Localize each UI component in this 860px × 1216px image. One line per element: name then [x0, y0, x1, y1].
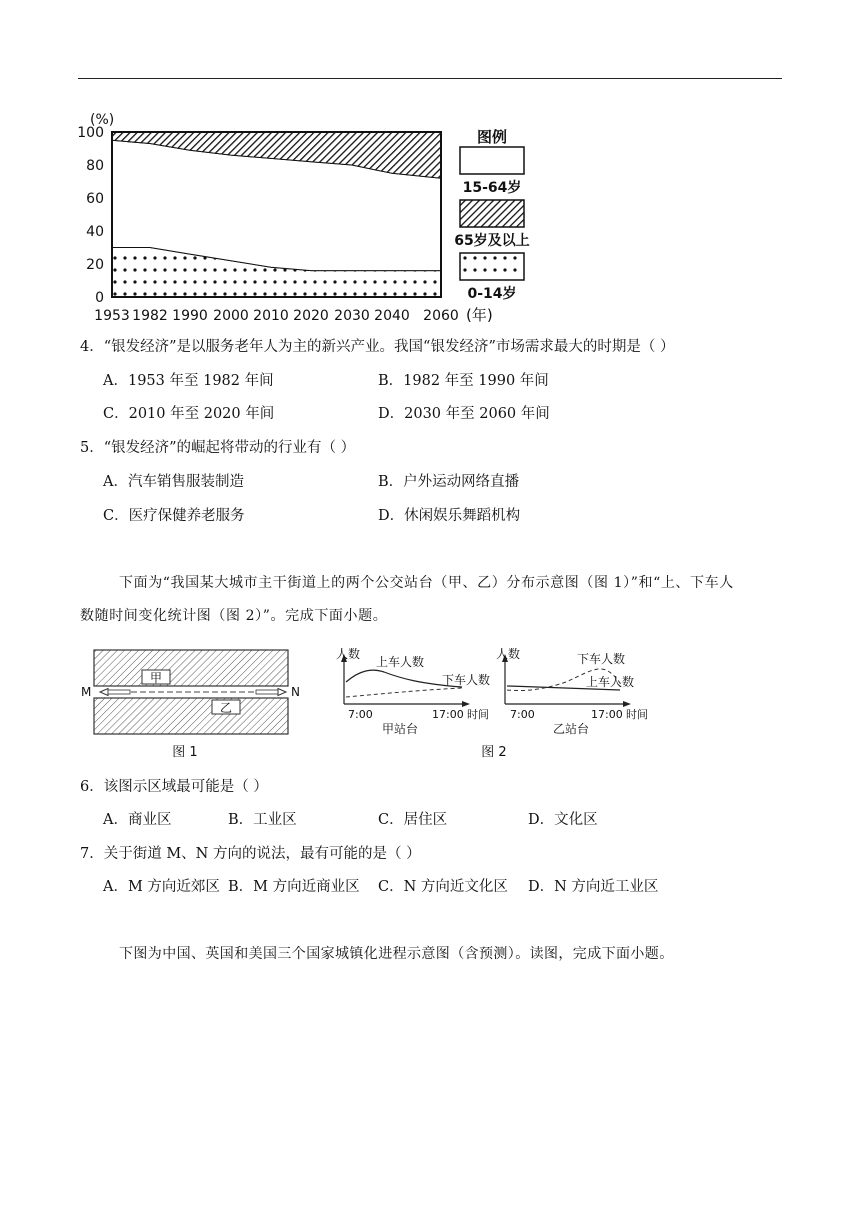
station-b-alighting-label: 下车人数 — [577, 652, 626, 666]
question-5-stem: 5．“银发经济”的崛起将带动的行业有（ ） — [80, 440, 356, 456]
station-b-chart — [496, 646, 648, 736]
station-b-time-end: 17:00 — [591, 708, 623, 721]
y-tick-label: 40 — [86, 224, 104, 240]
x-tick-label: 2030 — [334, 308, 370, 324]
question-5-option-d[interactable]: D．休闲娱乐舞蹈机构 — [378, 508, 521, 524]
question-4-stem: 4．“银发经济”是以服务老年人为主的新兴产业。我国“银发经济”市场需求最大的时期是（ ） — [80, 339, 675, 355]
figure-2-passenger-charts — [0, 640, 860, 780]
x-unit-label: (年) — [466, 306, 493, 324]
direction-m-label: M — [81, 685, 92, 699]
legend-swatch — [460, 200, 524, 227]
stop-a-label: 甲 — [149, 671, 163, 685]
station-b-name: 乙站台 — [552, 722, 590, 736]
legend-label: 0-14岁 — [467, 286, 517, 302]
x-tick-label: 2000 — [213, 308, 249, 324]
question-4-option-b[interactable]: B．1982 年至 1990 年间 — [378, 373, 549, 389]
x-tick-label: 2040 — [374, 308, 410, 324]
intro-bus-stops-line1: 下面为“我国某大城市主干街道上的两个公交站台（甲、乙）分布示意图（图 1）”和“上、下车人 — [119, 575, 734, 591]
question-4-option-a[interactable]: A．1953 年至 1982 年间 — [103, 373, 274, 389]
station-a-time-start: 7:00 — [348, 708, 373, 721]
legend-swatch — [460, 147, 524, 174]
y-tick-label: 80 — [86, 158, 104, 174]
x-tick-label: 2010 — [253, 308, 289, 324]
station-a-boarding-label: 上车人数 — [376, 655, 425, 669]
y-unit-label: (%) — [90, 112, 115, 128]
station-a-time-label: 时间 — [467, 708, 489, 721]
station-a-alighting-line — [346, 688, 462, 697]
question-5-option-b[interactable]: B．户外运动网络直播 — [378, 474, 520, 490]
legend-label: 65岁及以上 — [454, 233, 530, 249]
x-tick-label: 1953 — [94, 308, 130, 324]
question-4-option-c[interactable]: C．2010 年至 2020 年间 — [103, 406, 275, 422]
station-a-chart — [336, 646, 490, 736]
station-b-y-label: 人数 — [496, 647, 521, 661]
figure-1-caption: 图 1 — [172, 745, 198, 760]
y-tick-label: 60 — [86, 191, 104, 207]
question-6-option-b[interactable]: B．工业区 — [228, 812, 297, 828]
station-a-alighting-label: 下车人数 — [442, 673, 491, 687]
question-7-option-a[interactable]: A．M 方向近郊区 — [103, 879, 220, 895]
x-tick-label: 2020 — [293, 308, 329, 324]
station-a-time-end: 17:00 — [432, 708, 464, 721]
question-5-option-c[interactable]: C．医疗保健养老服务 — [103, 508, 245, 524]
legend — [454, 147, 529, 302]
question-6-stem: 6．该图示区域最可能是（ ） — [80, 779, 268, 795]
direction-n-label: N — [291, 685, 300, 699]
legend-title: 图例 — [476, 128, 508, 146]
intro-urbanization: 下图为中国、英国和美国三个国家城镇化进程示意图（含预测）。读图，完成下面小题。 — [119, 946, 674, 962]
x-tick-label: 1982 — [132, 308, 168, 324]
question-7-stem: 7．关于街道 M、N 方向的说法，最有可能的是（ ） — [80, 846, 421, 862]
question-6-option-d[interactable]: D．文化区 — [528, 812, 598, 828]
y-tick-label: 20 — [86, 257, 104, 273]
y-tick-label: 100 — [77, 125, 104, 141]
station-a-name: 甲站台 — [381, 722, 419, 736]
legend-swatch — [460, 253, 524, 280]
intro-bus-stops-line2: 数随时间变化统计图（图 2）”。完成下面小题。 — [80, 608, 388, 624]
question-7-option-c[interactable]: C．N 方向近文化区 — [378, 879, 508, 895]
question-7-option-d[interactable]: D．N 方向近工业区 — [528, 879, 659, 895]
y-tick-label: 0 — [95, 290, 104, 306]
question-5-option-a[interactable]: A．汽车销售服装制造 — [103, 474, 244, 490]
station-b-boarding-label: 上车人数 — [586, 675, 635, 689]
population-structure-chart — [0, 0, 860, 330]
x-tick-label: 1990 — [172, 308, 208, 324]
station-b-time-start: 7:00 — [510, 708, 535, 721]
station-b-time-label: 时间 — [626, 708, 648, 721]
question-6-option-c[interactable]: C．居住区 — [378, 812, 448, 828]
legend-label: 15-64岁 — [462, 180, 522, 196]
figure-2-caption: 图 2 — [481, 745, 507, 760]
question-7-option-b[interactable]: B．M 方向近商业区 — [228, 879, 360, 895]
question-6-option-a[interactable]: A．商业区 — [103, 812, 172, 828]
stop-b-label: 乙 — [219, 701, 233, 715]
question-4-option-d[interactable]: D．2030 年至 2060 年间 — [378, 406, 550, 422]
station-a-y-label: 人数 — [336, 647, 361, 661]
x-tick-label: 2060 — [423, 308, 459, 324]
